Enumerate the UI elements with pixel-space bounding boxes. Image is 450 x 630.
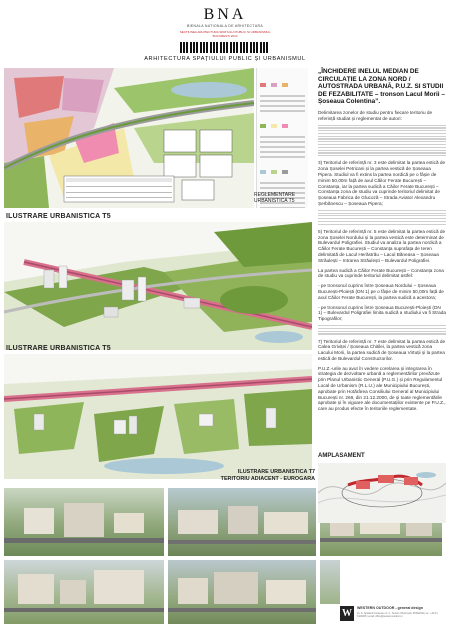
company-address: str. G. Spatarul Cireseanu nr. 2 - Sector 2 Bucuresti, ROMANIA | tel.: +40 21 3124848 | email: office@westernoutdoor.ro [357, 612, 438, 618]
bna-red-caption [160, 30, 290, 38]
render-tile-1 [4, 488, 164, 556]
render-tile-5 [168, 560, 316, 624]
company-logo: W [342, 608, 352, 619]
intro-paragraph: Delimitarea zonelor de studiu pentru fiecare teritoriu de referință studiat și reglementat de autori: [318, 109, 433, 121]
project-title: „ÎNCHIDERE INELUL MEDIAN DE CIRCULAȚIE LA ZONA NORD / AUTOSTRADA URBANĂ, P.U.Z. SI STUDII DE FEZABILITATE – tronson Lacul Morii – Șoseaua Colentina”. [318, 68, 445, 106]
red-line-2: BUCURESTI 2010 [212, 34, 238, 38]
t7-title-line-2: TERITORIU ADIACENT - EUROGARA [220, 476, 315, 482]
paragraph-territory-5d: - pe tronsonul cuprins între Șoseaua București-Ploiești (DN 1) – Bulevardul Poligrafiei limita sudică a studiului va fi Strada Tipografilor; [318, 304, 446, 322]
bna-subtitle: BIENALA NATIONALA DE ARHITECTURA [186, 24, 264, 28]
render-tile-4 [4, 560, 164, 624]
plan-legend [256, 68, 308, 208]
paragraph-territory-5b: La partea sudică a Căilor Ferate București – Constanța zona de studiu va cuprinde teritoriul delimitat astfel: [318, 267, 444, 279]
paragraph-territory-7: 7) Teritoriul de referință nr. 7 este delimitat la partea estică de Calea Griviței / Șoseaua Chitilei, la partea vestică zona Lacului Morii, la partea sudică de Șoseaua Virtuții și la partea estică de Bulevardul Constructorilor. [318, 338, 446, 361]
fine-print-block-1 [318, 125, 446, 157]
fine-print-block-3 [318, 325, 446, 335]
ilustrare-t5-label-1: ILUSTRARE URBANISTICA T5 [6, 213, 111, 220]
render-tile-6 [320, 560, 340, 604]
paragraph-puz: P.U.Z.-urile au avut în vedere corelarea și integrarea în strategia de dezvoltare urbană a reglementărilor prevăzute prin Planul Urbanistic General (P.U.G.) și prin Regulamentul Local de Urbanism (R.L.U.) ale Municipiului București, aprobate prin Hotărârea Consiliului General al Municipiului București nr. 269, din 21.12.2000, de și toate reglementările aprobate și în vigoare ale documentațiilor existente pe P.U.Z., care au produs efecte în teritoriile reglementate. [318, 365, 446, 412]
section-title: ARHITECTURA SPAȚIULUI PUBLIC ȘI URBANISMUL [144, 56, 306, 62]
paragraph-territory-5c: - pe tronsonul cuprins între Șoseaua Nordului – Șoseaua București-Ploiești (DN 1) pe o fâșie de minim 50,00m față de axul Căilor Ferate București, la partea sudică a acestora; [318, 283, 444, 300]
amplasament-map [318, 463, 446, 523]
right-text-column [318, 68, 446, 412]
header [0, 0, 450, 70]
red-line-1: SECTIUNEA ARHITECTURA SPATIULUI PUBLIC SI URBANISMUL [179, 30, 271, 34]
paragraph-territory-3: 3) Teritoriul de referință nr. 3 este delimitat la partea estică de zona Șoselei Petricani și la partea vestică de Șoseaua Pipera. Studiul va fi extins la partea nordică pe o fâșie de minim 50,00m față de axul Căilor Ferate București – Constanța, iar la partea sudică a Căilor Ferate București – Constanța zona de studiu va cuprinde teritoriul delimitat de Șoseaua Fabrica de Glucoză – Strada Aviator Alexandru Șerbănescu – Șoseaua Pipera; [318, 160, 446, 206]
bna-logo-text: BNA [203, 6, 247, 23]
footer-credits [340, 604, 446, 624]
ilustrare-t7-title [205, 469, 315, 483]
regulation-plan-image [4, 68, 254, 208]
reglementare-label: REGLEMENTARE URBANISTICA T5 [254, 192, 296, 204]
company-name: WESTERN OUTDOOR - general design [357, 606, 423, 610]
bna-glyph-logo [178, 40, 272, 53]
ilustrare-t5-label-2: ILUSTRARE URBANISTICA T5 [6, 345, 111, 352]
aerial-illustration-t5-1 [4, 222, 312, 350]
t7-title-line-1: ILUSTRARE URBANISTICA T7 [237, 469, 315, 475]
fine-print-block-2 [318, 210, 446, 225]
paragraph-territory-5: 5) Teritoriul de referință nr. 5 este delimitat la partea estică de zona Șoselei Nordului și la partea vestică este determinat de Bulevardul Poligrafiei. Studiul va analiza la partea nordică a Căilor Ferate București – Constanța suprafața de teren delimitată de Lacul Herăstrău – Lacul Băneasa – Șoseaua Străulești – Intrarea Străulești – Bulevardul Poligrafiei. [318, 228, 446, 263]
render-tile-2 [168, 488, 316, 556]
aerial-illustration-t5-2 [4, 354, 312, 479]
amplasament-label: AMPLASAMENT [318, 453, 365, 459]
